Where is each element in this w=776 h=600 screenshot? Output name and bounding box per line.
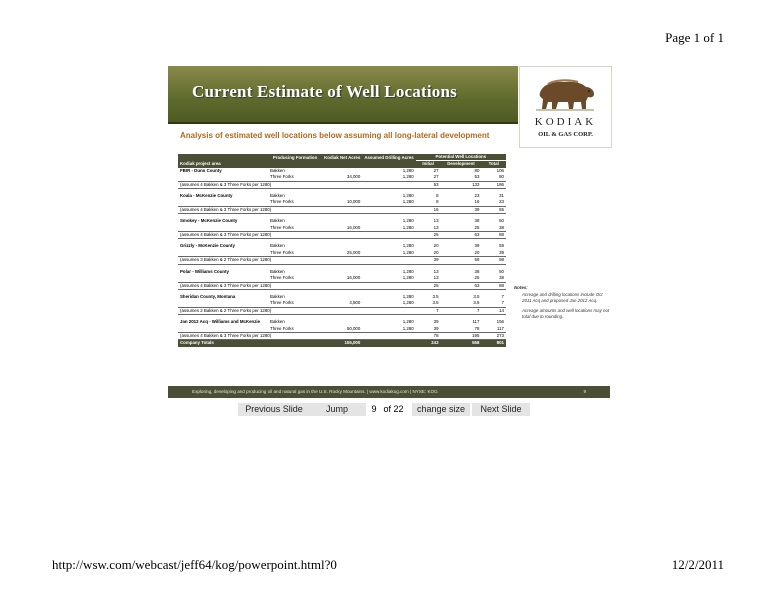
initial-cell: 20 [433, 249, 439, 255]
formation-cell: Three Forks [270, 325, 294, 331]
subtotal-total: 14 [481, 307, 506, 314]
formation-cell: Bakken [270, 218, 285, 224]
subtotal-row [178, 232, 506, 239]
initial-cell: 13 [433, 268, 439, 274]
header-development: Development [441, 161, 482, 168]
total-cell: 38 [499, 224, 504, 230]
table-cell [178, 250, 268, 257]
table-cell [178, 300, 268, 307]
footer-url: http://wsw.com/webcast/jeff64/kog/powerpoint.html?0 [52, 557, 337, 572]
bear-icon [534, 75, 596, 113]
header-total: Total [481, 161, 506, 168]
subtotal-development: 39 [441, 206, 482, 213]
notes [514, 285, 610, 324]
subtotal-label: (assumes 4 Bakken & 3 Three Forks per 1280) [178, 282, 416, 289]
net-acres-cell: 50,000 [346, 325, 361, 331]
table-cell [178, 326, 268, 333]
table-cell [178, 225, 268, 232]
project-area-name: Grizzly - McKenzie County [180, 243, 235, 249]
formation-cell: Three Forks [270, 300, 294, 306]
subtotal-total: 88 [481, 282, 506, 289]
table-row [178, 326, 506, 333]
drilling-acres-cell: 1,280 [402, 224, 414, 230]
subtotal-development: 63 [441, 232, 482, 239]
subtotal-total: 273 [481, 332, 506, 339]
initial-cell: 13 [433, 218, 439, 224]
total-cell: 7 [501, 293, 504, 299]
development-cell: 3.5 [473, 293, 480, 299]
total-cell: 31 [499, 193, 504, 199]
subtotal-label: (assumes 4 Bakken & 3 Three Forks per 1280) [178, 232, 416, 239]
subtotal-row [178, 282, 506, 289]
footer-date: 12/2/2011 [671, 557, 724, 572]
slide-title: Current Estimate of Well Locations [192, 82, 457, 101]
slide-footer-tagline: Exploring, developing and producing oil and natural gas in the U.S. Rocky Mountains. | www.kodiakog.com | NYSE: KOG [192, 389, 438, 394]
total-cell: 38 [499, 275, 504, 281]
subtotal-development: 195 [441, 332, 482, 339]
header-area: Kodiak project area [178, 161, 268, 168]
development-cell: 25 [474, 224, 480, 230]
subtotal-label: (assumes 2 Bakken & 2 Three Forks per 1280) [178, 307, 416, 314]
table-row [178, 199, 506, 206]
development-cell: 78 [474, 325, 480, 331]
project-area-name: Polar - Williams County [180, 268, 229, 274]
subtotal-row [178, 181, 506, 188]
subtotal-initial: 16 [416, 206, 441, 213]
formation-cell: Three Forks [270, 275, 294, 281]
total-cell: 50 [499, 218, 504, 224]
table-cell [362, 340, 415, 347]
development-cell: 80 [474, 167, 480, 173]
formation-cell: Three Forks [270, 249, 294, 255]
total-cell: 59 [499, 243, 504, 249]
change-size-button[interactable]: change size [412, 403, 470, 416]
slide-number-input[interactable] [367, 404, 381, 415]
initial-cell: 13 [433, 224, 439, 230]
drilling-acres-cell: 1,280 [402, 218, 414, 224]
logo-name: KODIAK [534, 116, 597, 128]
subtotal-label: (assumes 3 Bakken & 2 Three Forks per 1280) [178, 257, 416, 264]
initial-cell: 13 [433, 275, 439, 281]
drilling-acres-cell: 1,280 [402, 249, 414, 255]
initial-cell: 20 [433, 243, 439, 249]
subtotal-total: 88 [481, 232, 506, 239]
development-cell: 3.5 [473, 300, 480, 306]
drilling-acres-cell: 1,280 [402, 243, 414, 249]
total-cell: 39 [499, 249, 504, 255]
subtotal-row [178, 206, 506, 213]
total-cell: 80 [499, 174, 504, 180]
project-area-name: Jan 2012 Acq - Williams and McKenzie [180, 319, 261, 325]
subtotal-label: (assumes 4 Bakken & 3 Three Forks per 1280) [178, 181, 416, 188]
company-totals-row [178, 340, 506, 347]
initial-cell: 8 [436, 199, 439, 205]
development-cell: 23 [474, 193, 480, 199]
formation-cell: Bakken [270, 167, 285, 173]
formation-cell: Bakken [270, 293, 285, 299]
formation-cell: Bakken [270, 319, 285, 325]
development-cell: 39 [474, 243, 480, 249]
slide-subtitle: Analysis of estimated well locations below assuming all long-lateral development [180, 131, 490, 140]
table-cell [268, 340, 322, 347]
initial-cell: 39 [433, 319, 439, 325]
subtotal-initial: 39 [416, 257, 441, 264]
total-cell: 117 [497, 325, 504, 331]
subtotal-initial: 53 [416, 181, 441, 188]
drilling-acres-cell: 1,280 [402, 325, 414, 331]
totals-development: 558 [441, 340, 482, 347]
well-locations-table [178, 154, 506, 347]
table-cell [178, 199, 268, 206]
note-item: Acreage and drilling locations include Oct 2011 Acq and proposed Jan 2012 Acq. [522, 292, 603, 303]
subtotal-initial: 7 [416, 307, 441, 314]
development-cell: 20 [474, 249, 480, 255]
development-cell: 38 [474, 268, 480, 274]
net-acres-cell: 34,000 [346, 174, 361, 180]
subtotal-total: 186 [481, 181, 506, 188]
development-cell: 117 [472, 319, 480, 325]
total-cell: 156 [496, 319, 504, 325]
development-cell: 38 [474, 218, 480, 224]
subtotal-development: 133 [441, 181, 482, 188]
total-cell: 23 [499, 199, 504, 205]
initial-cell: 3.5 [432, 293, 439, 299]
net-acres-cell: 4,500 [349, 300, 361, 306]
drilling-acres-cell: 1,280 [402, 193, 414, 199]
subtotal-development: 7 [441, 307, 482, 314]
notes-title: Notes: [514, 285, 528, 290]
subtotal-initial: 78 [416, 332, 441, 339]
drilling-acres-cell: 1,280 [402, 319, 414, 325]
header-initial: Initial [416, 161, 441, 168]
project-area-name: Smokey - McKenzie County [180, 218, 238, 224]
total-cell: 106 [496, 167, 504, 173]
table-row [178, 225, 506, 232]
totals-total: 801 [481, 340, 506, 347]
slide-navigation [0, 403, 776, 417]
formation-cell: Three Forks [270, 174, 294, 180]
drilling-acres-cell: 1,280 [402, 268, 414, 274]
formation-cell: Bakken [270, 243, 285, 249]
formation-cell: Three Forks [270, 224, 294, 230]
net-acres-cell: 25,000 [346, 249, 361, 255]
subtotal-row [178, 332, 506, 339]
logo-subtitle: OIL & GAS CORP. [538, 131, 593, 138]
subtotal-label: (assumes 4 Bakken & 3 Three Forks per 1280) [178, 332, 416, 339]
note-item: Acreage amounts and well locations may not total due to rounding. [522, 308, 610, 319]
development-cell: 25 [474, 275, 480, 281]
project-area-name: FBIR - Dunn County [180, 167, 222, 173]
table-row [178, 275, 506, 282]
subtotal-row [178, 307, 506, 314]
page-number-label: Page 1 of 1 [665, 30, 724, 45]
net-acres-cell: 16,000 [346, 275, 361, 281]
table-row [178, 250, 506, 257]
header-formation: Producing Formation [268, 154, 322, 161]
table-row [178, 174, 506, 181]
header-net-acres: Kodiak Net Acres [324, 154, 361, 160]
drilling-acres-cell: 1,280 [402, 300, 414, 306]
drilling-acres-cell: 1,280 [402, 293, 414, 299]
net-acres-cell: 16,000 [346, 224, 361, 230]
header-potential-wells: Potential Well Locations [416, 154, 506, 161]
slide-number: 9 [583, 389, 586, 394]
project-area-name: Sheridan County, Montana [180, 293, 236, 299]
total-cell: 7 [501, 300, 504, 306]
totals-net-acres: 155,000 [322, 340, 362, 347]
slide [168, 66, 610, 398]
development-cell: 16 [474, 199, 480, 205]
totals-label: Company Totals [178, 340, 268, 347]
drilling-acres-cell: 1,280 [402, 174, 414, 180]
subtotal-initial: 25 [416, 232, 441, 239]
table-cell [178, 275, 268, 282]
drilling-acres-cell: 1,280 [402, 275, 414, 281]
header-drilling-acres: Assumed Drilling Acres [364, 154, 414, 160]
subtotal-label: (assumes 4 Bakken & 3 Three Forks per 1280) [178, 206, 416, 213]
initial-cell: 27 [433, 174, 439, 180]
title-bar [168, 66, 518, 124]
formation-cell: Bakken [270, 193, 285, 199]
subtotal-row [178, 257, 506, 264]
subtotal-initial: 25 [416, 282, 441, 289]
formation-cell: Three Forks [270, 199, 294, 205]
initial-cell: 3.5 [432, 300, 439, 306]
slide-count-label: of 22 [383, 404, 404, 414]
subtotal-total: 55 [481, 206, 506, 213]
subtotal-development: 59 [441, 257, 482, 264]
slide-footer-bar [168, 386, 610, 398]
initial-cell: 8 [436, 193, 439, 199]
company-logo [519, 66, 612, 148]
jump-button[interactable]: Jump [308, 403, 366, 416]
project-area-name: Koala - McKenzie County [180, 193, 233, 199]
total-cell: 50 [499, 268, 504, 274]
subtotal-total: 98 [481, 257, 506, 264]
next-slide-button[interactable]: Next Slide [472, 403, 530, 416]
subtotal-development: 63 [441, 282, 482, 289]
drilling-acres-cell: 1,280 [402, 199, 414, 205]
table-row [178, 300, 506, 307]
previous-slide-button[interactable]: Previous Slide [238, 403, 310, 416]
formation-cell: Bakken [270, 268, 285, 274]
slide-page-info [367, 403, 404, 416]
totals-initial: 243 [416, 340, 441, 347]
table-cell [178, 174, 268, 181]
drilling-acres-cell: 1,280 [402, 167, 414, 173]
development-cell: 53 [474, 174, 480, 180]
initial-cell: 27 [433, 167, 439, 173]
net-acres-cell: 10,000 [346, 199, 361, 205]
initial-cell: 39 [433, 325, 439, 331]
